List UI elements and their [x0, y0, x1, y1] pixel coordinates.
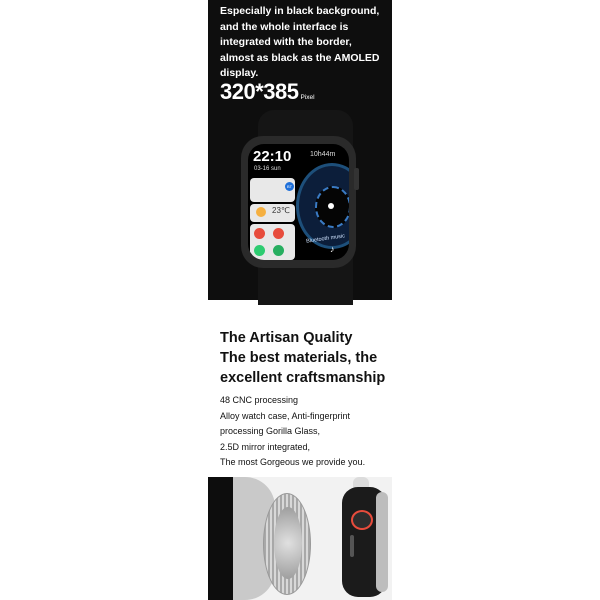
heading-line: The best materials, the: [220, 350, 378, 366]
resolution-value: 320*385: [220, 79, 299, 104]
intro-line: Especially in black background,: [220, 5, 380, 17]
watch-time: 22:10: [253, 148, 292, 165]
product-strip: [208, 0, 392, 600]
contacts-icon: [254, 245, 265, 256]
side-button: [350, 535, 354, 557]
weather-temperature: 23℃: [272, 206, 290, 215]
detail-line: Alloy watch case, Anti-fingerprint: [220, 410, 351, 421]
side-crown-ring: [351, 510, 373, 530]
timer-icon: [273, 245, 284, 256]
watch-screen: [248, 144, 349, 260]
detail-line: processing Gorilla Glass,: [220, 426, 321, 436]
heading-line: The Artisan Quality: [220, 330, 353, 346]
intro-line: almost as black as the AMOLED: [220, 51, 380, 64]
detail-line: The most Gorgeous we provide you.: [220, 457, 366, 467]
quality-heading: [220, 328, 392, 388]
music-note-icon: ♪: [330, 244, 335, 254]
intro-line: display.: [220, 67, 259, 79]
watch-crown: [354, 168, 359, 190]
sun-icon: [256, 207, 266, 217]
intro-text: [220, 4, 390, 82]
sport-icon: [273, 228, 284, 239]
bluetooth-icon: BT: [286, 184, 293, 189]
dark-section: [208, 0, 392, 300]
heart-rate-icon: [254, 228, 265, 239]
watch-date: 03-16 sun: [254, 166, 281, 172]
side-silver-edge: [376, 492, 388, 592]
crown-face: [274, 507, 302, 579]
intro-line: integrated with the border,: [220, 36, 352, 48]
dial-label: Bluetooth music: [305, 233, 346, 245]
intro-line: and the whole interface is: [220, 20, 349, 33]
resolution-label: [220, 79, 315, 105]
watch-secondary-time: 10h44m: [310, 151, 336, 158]
heading-line: excellent craftsmanship: [220, 370, 386, 386]
detail-line: 48 CNC processing: [220, 395, 299, 405]
dial-center-dot: [328, 203, 334, 209]
quality-details: [220, 393, 392, 471]
closeup-photo: [208, 477, 392, 600]
detail-line: 2.5D mirror integrated,: [220, 441, 311, 452]
resolution-unit: Pixel: [300, 94, 315, 101]
